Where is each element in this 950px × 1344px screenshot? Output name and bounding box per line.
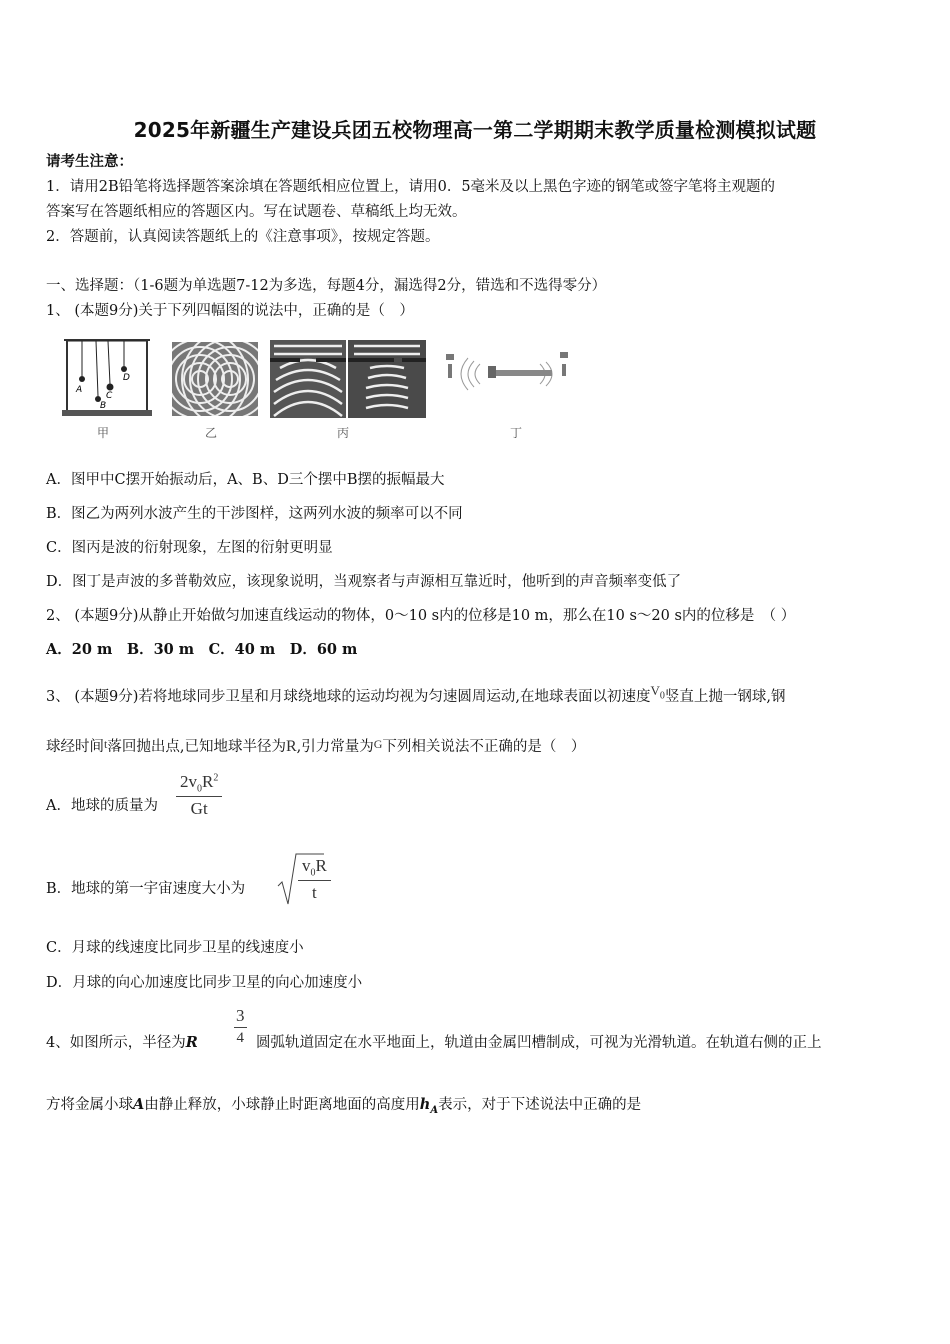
q1-stem: 1、 (本题9分)关于下列四幅图的说法中，正确的是（ ） <box>46 303 414 319</box>
figure-label-yi: 乙 <box>205 426 218 440</box>
q3-stem-line-1 <box>46 683 786 713</box>
q3-stem-part-1: 3、 (本题9分)若将地球同步卫星和月球绕地球的运动均视为匀速圆周运动,在地球表面以初速度 <box>46 689 651 705</box>
q3-option-a-text: A．地球的质量为 <box>46 798 158 814</box>
q4-stem-line-1-start: 4、如图所示，半径为R <box>46 1034 198 1051</box>
figure-yi-interference <box>172 342 258 416</box>
pendulum-label-d: D <box>123 373 130 383</box>
figure-label-bing: 丙 <box>337 426 350 440</box>
page-title: 2025年新疆生产建设兵团五校物理高一第二学期期末教学质量检测模拟试题 <box>133 118 817 142</box>
notice-heading: 请考生注意： <box>46 153 133 170</box>
figure-ding-doppler <box>440 348 590 398</box>
section-heading: 一、选择题：（1-6题为单选题7-12为多选，每题4分，漏选得2分，错选和不选得零分） <box>46 278 607 294</box>
notice-item-1-line-2: 答案写在答题纸相应的答题区内。写在试题卷、草稿纸上均无效。 <box>46 204 467 220</box>
q3-stem-part-2: 竖直上抛一钢球,钢 <box>664 689 786 705</box>
figure-label-jia: 甲 <box>97 426 110 440</box>
q4-symbol-a: A <box>133 1096 145 1113</box>
pendulum-label-b: B <box>100 401 107 411</box>
figure-label-ding: 丁 <box>510 426 523 440</box>
q3-option-b-formula: $\frac{v_0R}{t}$ <box>298 856 331 903</box>
q1-option-d: D．图丁是声波的多普勒效应，该现象说明，当观察者与声源相互靠近时，他听到的声音频率变低了 <box>46 574 682 590</box>
q1-option-c: C．图丙是波的衍射现象，左图的衍射更明显 <box>46 540 333 556</box>
q3-option-a-formula: $\frac{2v_0R^2}{Gt}$ <box>176 772 222 819</box>
q4-fraction-three-quarters: $\frac{3}{4}$ <box>236 1006 245 1046</box>
q3-option-d: D．月球的向心加速度比同步卫星的向心加速度小 <box>46 975 363 991</box>
q4-stem-line-2: 方将金属小球A由静止释放，小球静止时距离地面的高度用$h_A$表示，对于下述说法中正确的是 <box>46 1096 642 1116</box>
pendulum-label-a: A <box>76 385 83 395</box>
q3-symbol-r: R <box>285 738 297 755</box>
q3-stem-line-2: 球经时间$^t$落回抛出点,已知地球半径为R,引力常量为$^G$下列相关说法不正确的是（ ） <box>46 737 586 755</box>
q3-option-b-text: B．地球的第一宇宙速度大小为 <box>46 881 246 897</box>
q3-symbol-g: G <box>373 737 383 751</box>
figure-jia-pendulums <box>60 338 160 420</box>
q1-option-b: B．图乙为两列水波产生的干涉图样，这两列水波的频率可以不同 <box>46 506 463 522</box>
q3-option-c: C．月球的线速度比同步卫星的线速度小 <box>46 940 304 956</box>
q1-option-a: A．图甲中C摆开始振动后，A、B、D三个摆中B摆的振幅最大 <box>46 472 445 488</box>
figure-bing-diffraction <box>270 340 426 418</box>
q3-symbol-t: t <box>104 737 108 751</box>
q2-stem: 2、 (本题9分)从静止开始做匀加速直线运动的物体，0～10 s内的位移是10 m，那么在10 s～20 s内的位移是 （ ） <box>46 608 796 624</box>
q3-symbol-v0: $V_0$ <box>650 683 665 702</box>
q4-stem-line-1-end: 圆弧轨道固定在水平地面上，轨道由金属凹槽制成，可视为光滑轨道。在轨道右侧的正上 <box>256 1035 822 1051</box>
q2-options: A．20 m B．30 m C．40 m D．60 m <box>46 641 358 658</box>
q4-symbol-r: R <box>185 1034 198 1051</box>
q4-symbol-h: $h_A$ <box>419 1096 439 1116</box>
notice-item-2: 2．答题前，认真阅读答题纸上的《注意事项》，按规定答题。 <box>46 229 440 245</box>
pendulum-label-c: C <box>106 391 113 401</box>
notice-item-1-line-1: 1．请用2B铅笔将选择题答案涂填在答题纸相应位置上，请用0．5毫米及以上黑色字迹的钢笔或签字笔将主观题的 <box>46 179 776 195</box>
